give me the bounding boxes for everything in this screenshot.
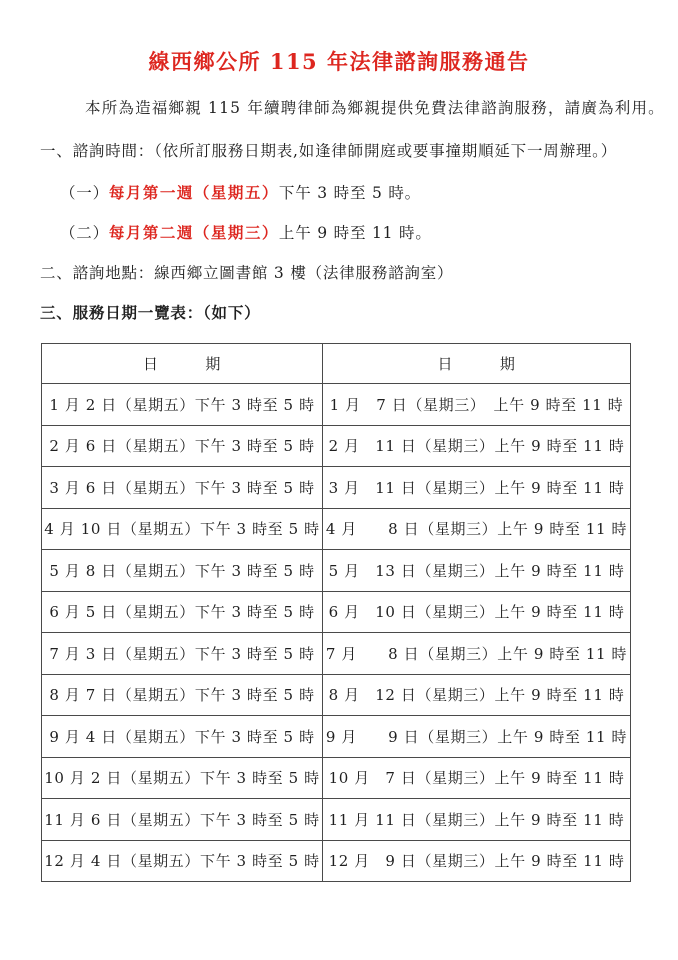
table-header-date-right: 日 期 (323, 344, 631, 384)
schedule-second-week-line (60, 221, 432, 243)
date-cell-wednesday: 1 月 7 日（星期三） 上午 9 時至 11 時 (323, 384, 631, 426)
date-cell-friday: 5 月 8 日（星期五）下午 3 時至 5 時 (42, 550, 323, 592)
section-consultation-place: 二、諮詢地點：線西鄉立圖書館 3 樓（法律服務諮詢室） (40, 264, 454, 282)
date-cell-friday: 10 月 2 日（星期五）下午 3 時至 5 時 (42, 757, 323, 799)
date-cell-wednesday: 12 月 9 日（星期三）上午 9 時至 11 時 (323, 840, 631, 882)
date-cell-wednesday: 3 月 11 日（星期三）上午 9 時至 11 時 (323, 467, 631, 509)
date-cell-friday: 6 月 5 日（星期五）下午 3 時至 5 時 (42, 591, 323, 633)
date-cell-wednesday: 4 月 8 日（星期三）上午 9 時至 11 時 (323, 508, 631, 550)
table-row (42, 384, 631, 426)
date-cell-friday: 3 月 6 日（星期五）下午 3 時至 5 時 (42, 467, 323, 509)
date-cell-friday: 8 月 7 日（星期五）下午 3 時至 5 時 (42, 674, 323, 716)
sub1-highlight: 每月第一週（星期五） (108, 183, 279, 202)
table-row (42, 716, 631, 758)
date-cell-wednesday: 11 月 11 日（星期三）上午 9 時至 11 時 (323, 799, 631, 841)
date-cell-wednesday: 10 月 7 日（星期三）上午 9 時至 11 時 (323, 757, 631, 799)
sub2-rest: 上午 9 時至 11 時。 (278, 224, 432, 242)
table-row (42, 591, 631, 633)
table-row (42, 674, 631, 716)
date-cell-wednesday: 5 月 13 日（星期三）上午 9 時至 11 時 (323, 550, 631, 592)
date-cell-friday: 12 月 4 日（星期五）下午 3 時至 5 時 (42, 840, 323, 882)
page-title: 線西鄉公所 115 年法律諮詢服務通告 (148, 49, 530, 74)
table-row (42, 633, 631, 675)
table-row (42, 467, 631, 509)
date-cell-friday: 2 月 6 日（星期五）下午 3 時至 5 時 (42, 425, 323, 467)
date-cell-wednesday: 2 月 11 日（星期三）上午 9 時至 11 時 (323, 425, 631, 467)
section-service-date-list-label: 三、服務日期一覽表：（如下） (40, 303, 261, 322)
table-row (42, 508, 631, 550)
table-row (42, 840, 631, 882)
table-row (42, 799, 631, 841)
date-cell-wednesday: 6 月 10 日（星期三）上午 9 時至 11 時 (323, 591, 631, 633)
schedule-first-week-line (60, 181, 421, 203)
service-date-table (41, 343, 631, 882)
table-row (42, 550, 631, 592)
date-cell-friday: 11 月 6 日（星期五）下午 3 時至 5 時 (42, 799, 323, 841)
sub1-rest: 下午 3 時至 5 時。 (278, 184, 421, 202)
date-cell-friday: 9 月 4 日（星期五）下午 3 時至 5 時 (42, 716, 323, 758)
date-cell-wednesday: 7 月 8 日（星期三）上午 9 時至 11 時 (323, 633, 631, 675)
table-row (42, 425, 631, 467)
table-header-row (42, 344, 631, 384)
date-cell-wednesday: 8 月 12 日（星期三）上午 9 時至 11 時 (323, 674, 631, 716)
sub2-highlight: 每月第二週（星期三） (108, 223, 279, 242)
section-consultation-time: 一、諮詢時間：（依所訂服務日期表,如逢律師開庭或要事撞期順延下一周辦理。） (40, 142, 618, 160)
table-row (42, 757, 631, 799)
intro-paragraph: 本所為造福鄉親 115 年續聘律師為鄉親提供免費法律諮詢服務，請廣為利用。 (85, 99, 665, 117)
table-header-date-left: 日 期 (42, 344, 323, 384)
sub1-prefix: （一） (60, 184, 109, 202)
sub2-prefix: （二） (60, 224, 109, 242)
date-cell-friday: 1 月 2 日（星期五）下午 3 時至 5 時 (42, 384, 323, 426)
date-cell-friday: 7 月 3 日（星期五）下午 3 時至 5 時 (42, 633, 323, 675)
date-cell-wednesday: 9 月 9 日（星期三）上午 9 時至 11 時 (323, 716, 631, 758)
date-cell-friday: 4 月 10 日（星期五）下午 3 時至 5 時 (42, 508, 323, 550)
